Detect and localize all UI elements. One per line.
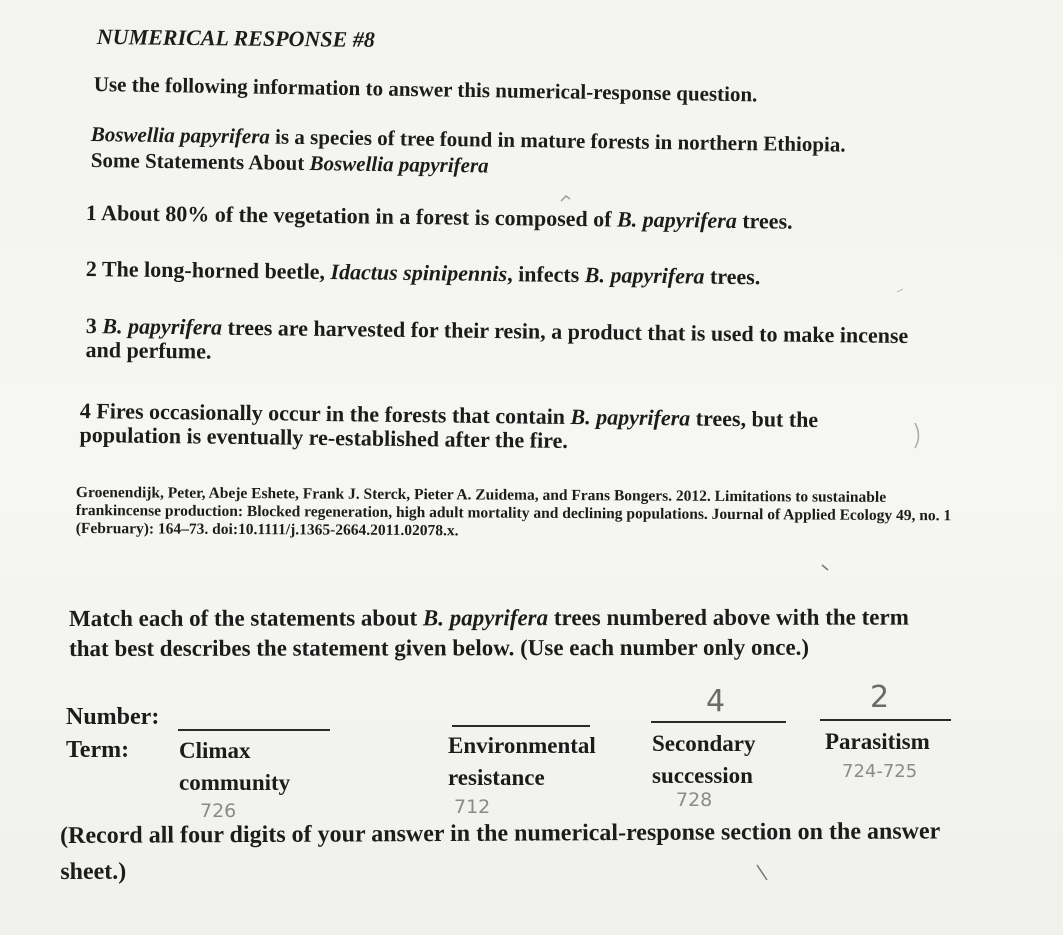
citation-line-1: Groenendijk, Peter, Abeje Eshete, Frank J. Sterck, Pieter A. Zuidema, and Frans Bongers. 2012. Limitations to sustainable — [75, 484, 887, 506]
question-title: NUMERICAL RESPONSE #8 — [96, 24, 375, 52]
record-line-1: (Record all four digits of your answer in the numerical-response section on the answer — [60, 818, 941, 849]
statement-text: trees are harvested for their resin, a product that is used to make incense — [221, 314, 909, 349]
pencil-note-3: 728 — [676, 789, 713, 811]
citation-line-3: (February): 164–73. doi:10.1111/j.1365-2664.2011.02078.x. — [75, 519, 459, 540]
statement-text-end: trees, but the — [690, 405, 819, 433]
statements-heading-text: Some Statements About — [90, 148, 310, 176]
statement-number: 4 — [79, 398, 92, 424]
term-line-1: Climax — [179, 738, 251, 763]
handwritten-answer-4: 2 — [870, 680, 890, 715]
term-line-1: Secondary — [652, 731, 756, 756]
statement-beetle-species: Idactus spinipennis — [330, 258, 508, 287]
instructions-text-end: trees numbered above with the term — [548, 604, 909, 631]
statement-number: 3 — [85, 313, 98, 339]
statement-text: About 80% of the vegetation in a forest is composed of — [96, 200, 618, 232]
statements-heading-species: Boswellia papyrifera — [309, 151, 489, 178]
species-name: Boswellia papyrifera — [90, 122, 271, 149]
statement-text: The long-horned beetle, — [96, 256, 331, 284]
statement-species: B. papyrifera — [570, 403, 691, 431]
statement-text-end: trees. — [736, 207, 793, 234]
species-desc-text: is a species of tree found in mature forests in northern Ethiopia. — [269, 124, 846, 157]
pencil-note-1: 726 — [200, 800, 237, 822]
statement-species: B. papyrifera — [616, 206, 737, 233]
term-line-2: succession — [652, 763, 753, 788]
term-line-2: resistance — [448, 765, 545, 790]
handwritten-answer-3: 4 — [706, 684, 726, 719]
statement-species: B. papyrifera — [584, 262, 705, 289]
instructions-species: B. papyrifera — [422, 605, 549, 631]
statement-number: 2 — [85, 256, 98, 282]
record-line-2: sheet.) — [60, 858, 127, 885]
intro-text: Use the following information to answer this numerical-response question. — [93, 72, 758, 107]
statement-number: 1 — [85, 200, 98, 226]
instructions-line-2: that best describes the statement given below. (Use each number only once.) — [69, 634, 810, 661]
number-label: Number: — [66, 704, 160, 730]
statement-text: Fires occasionally occur in the forests that contain — [90, 398, 571, 429]
citation-line-2: frankincense production: Blocked regeneration, high adult mortality and declining populations. Journal of Applied Ecology 49, no. 1 — [75, 501, 952, 525]
statement-text-line2: and perfume. — [85, 336, 212, 364]
pencil-note-2: 712 — [454, 796, 491, 818]
term-label: Term: — [66, 737, 130, 763]
statement-text-line2: population is eventually re-established after the fire. — [79, 421, 568, 453]
pencil-note-4: 724-725 — [842, 761, 918, 782]
term-line-1: Parasitism — [825, 729, 930, 754]
statement-text-mid: , infects — [507, 261, 585, 288]
instructions-text: Match each of the statements about — [69, 605, 423, 631]
term-line-2: community — [179, 770, 291, 795]
statement-text-end: trees. — [704, 263, 761, 290]
statement-species: B. papyrifera — [102, 313, 223, 340]
term-line-1: Environmental — [448, 733, 596, 758]
